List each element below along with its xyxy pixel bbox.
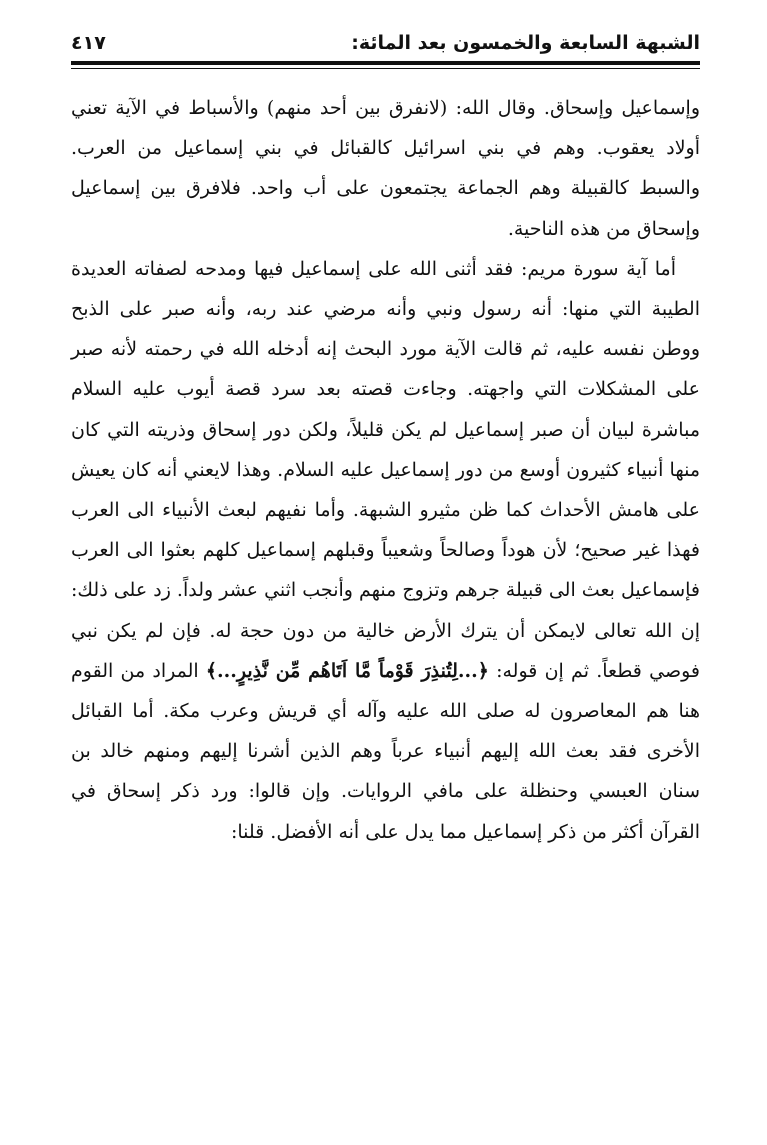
body-text [71, 88, 700, 852]
paragraph-1: وإسماعيل وإسحاق. وقال الله: (لانفرق بين أحد منهم) والأسباط في الآية تعني أولاد يعقوب. وهم في بني اسرائيل كالقبائل في بني إسماعيل من العرب. والسبط كالقبيلة وهم الجماعة يجتمعون على أب واحد. فلافرق بين إسماعيل وإسحاق من هذه الناحية. [71, 97, 700, 240]
paragraph-2-text-before-quote: أما آية سورة مريم: فقد أثنى الله على إسماعيل فيها ومدحه لصفاته العديدة الطيبة التي منها: أنه رسول ونبي وأنه مرضي عند ربه، وأنه صبر على الذبح ووطن نفسه عليه، ثم قالت الآية مورد البحث إنه أدخله الله في رحمته لأنه صبر على المشكلات التي واجهته. وجاءت قصته بعد سرد قصة أيوب عليه السلام مباشرة لبيان أن صبر إسماعيل لم يكن قليلاً، ولكن دور إسحاق وذريته التي كان منها أنبياء كثيرون أوسع من دور إسماعيل عليه السلام. وهذا لايعني أنه كان يعيش على هامش الأحداث كما ظن مثيرو الشبهة. وأما نفيهم لبعث الأنبياء الى العرب فهذا غير صحيح؛ لأن هوداً وصالحاً وشعيباً وقبلهم إسماعيل كلهم بعثوا الى العرب فإسماعيل بعث الى قبيلة جرهم وتزوج منهم وأنجب اثني عشر ولداً. زد على ذلك: إن الله تعالى لايمكن أن يترك الأرض خالية من دون حجة له. فإن لم يكن نبي فوصي قطعاً. ثم إن قوله: [71, 257, 700, 682]
paragraph-2 [71, 249, 700, 852]
running-title: الشبهة السابعة والخمسون بعد المائة: [351, 32, 700, 54]
header-rule-thin [71, 68, 700, 69]
header-rule-thick [71, 61, 700, 65]
page-header [71, 22, 700, 58]
quran-verse-quote: ﴿...لِتُنذِرَ قَوْماً مَّا اَتَاهُم مِّن نَّذِيرٍ...﴾ [205, 659, 489, 682]
page-number: ٤١٧ [71, 32, 106, 54]
paragraph-2-text-after-quote: المراد من القوم هنا هم المعاصرون له صلى الله عليه وآله أي قريش وعرب مكة. أما القبائل الأخرى فقد بعث الله إليهم أنبياء عرباً وهم الذين أشرنا إليهم ومنهم خالد بن سنان العبسي وحنظلة على مافي الروايات. وإن قالوا: ورد ذكر إسحاق في القرآن أكثر من ذكر إسماعيل مما يدل على أنه الأفضل. قلنا: [71, 659, 700, 843]
